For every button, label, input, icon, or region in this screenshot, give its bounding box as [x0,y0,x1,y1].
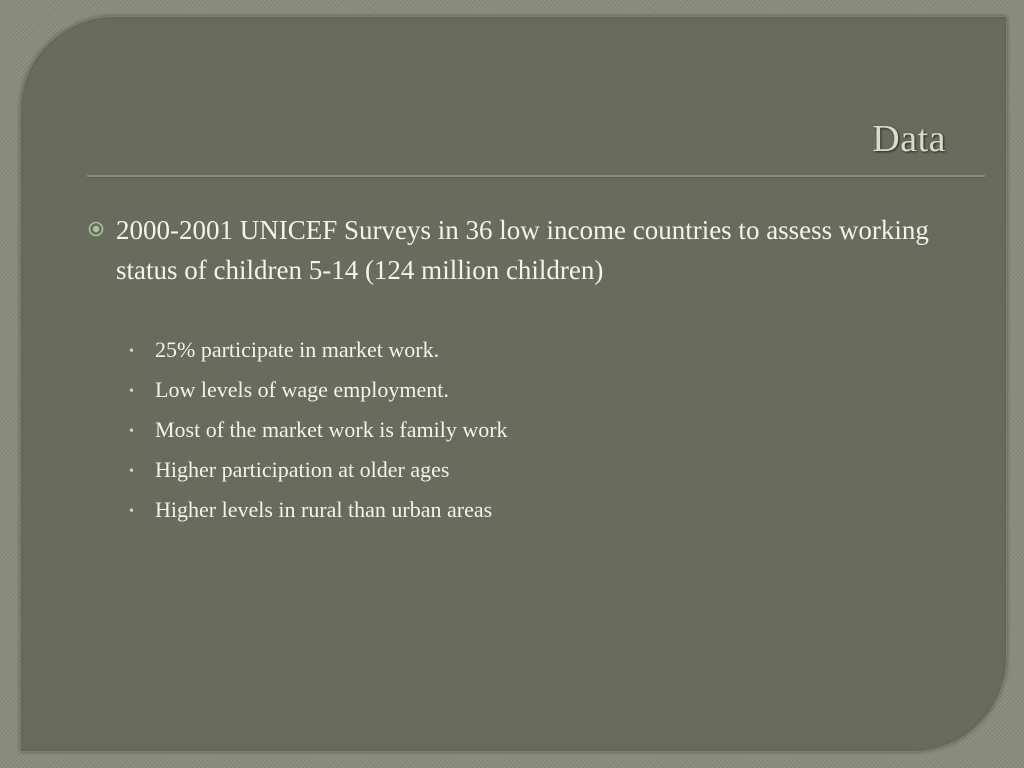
main-bullet-text: 2000-2001 UNICEF Surveys in 36 low income countries to assess working status of children 5-14 (124 million children) [116,215,929,285]
circle-dot-icon [87,220,105,238]
list-item [129,457,508,497]
sub-bullet-list [129,337,508,537]
sub-bullet-text: Higher participation at older ages [155,457,450,482]
list-item [129,377,508,417]
main-bullet [87,210,947,290]
sub-bullet-text: Higher levels in rural than urban areas [155,497,493,522]
small-dot-icon: • [129,384,134,399]
small-dot-icon: • [129,464,134,479]
sub-bullet-text: Low levels of wage employment. [155,377,449,402]
title-divider [87,175,985,178]
sub-bullet-text: Most of the market work is family work [155,417,508,442]
list-item [129,337,508,377]
slide-title: Data [872,118,946,160]
small-dot-icon: • [129,424,134,439]
small-dot-icon: • [129,504,134,519]
list-item [129,497,508,537]
sub-bullet-text: 25% participate in market work. [155,337,440,362]
list-item [129,417,508,457]
slide-panel [20,16,1007,752]
small-dot-icon: • [129,344,134,359]
